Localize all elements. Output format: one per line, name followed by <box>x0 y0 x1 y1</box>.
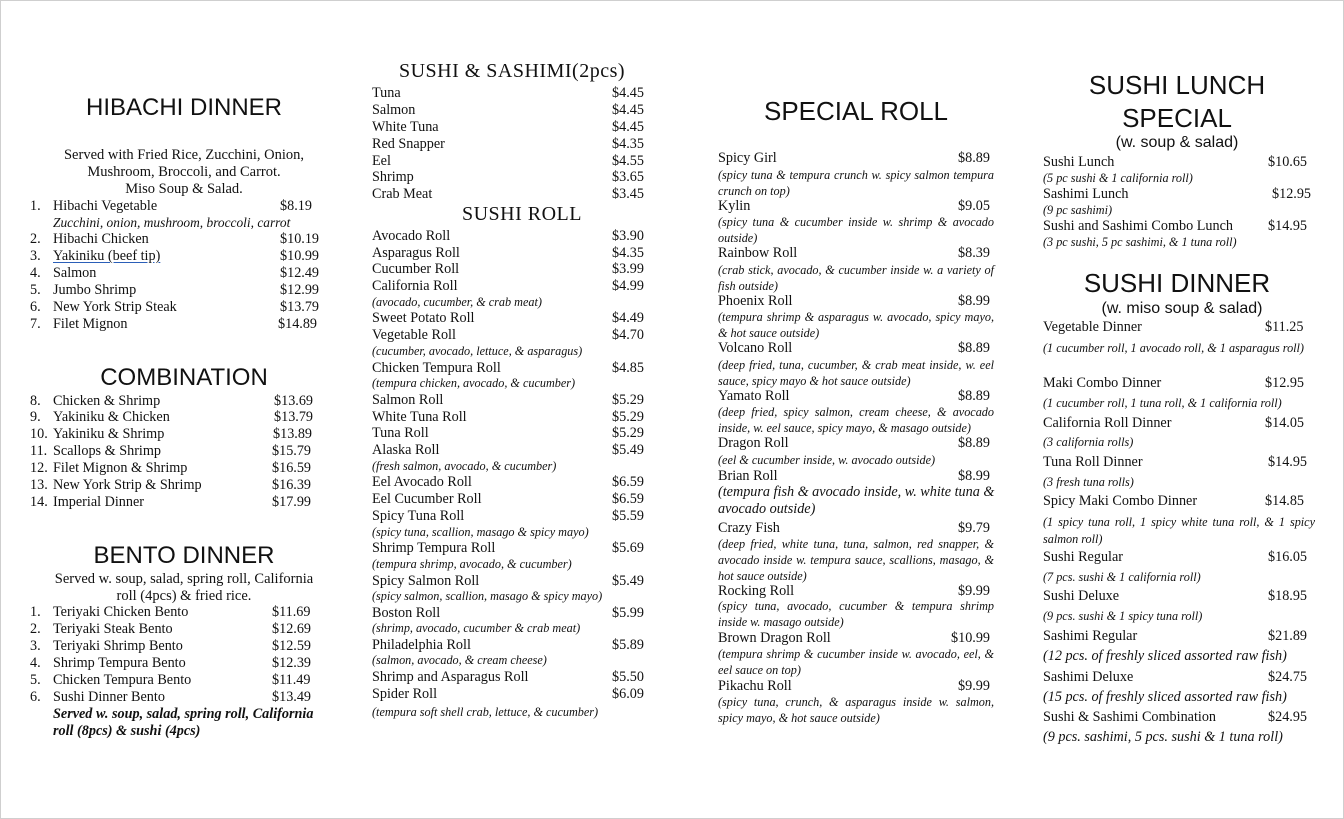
special-item-name: Kylin <box>718 198 751 214</box>
roll-item-name: California Roll <box>372 278 458 294</box>
roll-item-name: Spider Roll <box>372 686 438 702</box>
dinner-item-name: Sushi Regular <box>1043 549 1123 565</box>
dinner-item-price: $14.95 <box>1268 454 1308 470</box>
combo-item-price: $13.79 <box>274 409 314 425</box>
sashimi-item-name: Crab Meat <box>372 186 433 202</box>
roll-item-desc: (tempura chicken, avocado, & cucumber) <box>372 376 576 390</box>
roll-item-price: $6.59 <box>612 474 644 490</box>
combination-title: COMBINATION <box>100 364 268 391</box>
special-item-desc: (spicy tuna, avocado, cucumber & tempura shrimp inside w. masago outside) <box>718 599 994 629</box>
dinner-item-name: Sashimi Regular <box>1043 628 1138 644</box>
bento-item-price: $13.49 <box>272 689 312 705</box>
bento-item-price: $11.49 <box>272 672 311 688</box>
combo-item-name: Chicken & Shrimp <box>53 393 161 409</box>
dinner-item-desc: (9 pcs. sashimi, 5 pcs. sushi & 1 tuna roll) <box>1043 729 1283 745</box>
bento-item-price: $12.39 <box>272 655 312 671</box>
roll-item-name: White Tuna Roll <box>372 409 467 425</box>
roll-item-desc: (avocado, cucumber, & crab meat) <box>372 295 542 309</box>
special-item-desc: (crab stick, avocado, & cucumber inside w. a variety of fish outside) <box>718 263 994 293</box>
roll-item-name: Spicy Salmon Roll <box>372 573 480 589</box>
roll-item-name: Alaska Roll <box>372 442 440 458</box>
bento-num: 5. <box>30 672 41 688</box>
roll-item-desc: (cucumber, avocado, lettuce, & asparagus) <box>372 344 583 358</box>
hibachi-item-name: Hibachi Chicken <box>53 231 149 247</box>
sushi-lunch-title-1: SUSHI LUNCH <box>1088 70 1266 100</box>
dinner-item-name: Sushi & Sashimi Combination <box>1043 709 1217 725</box>
combo-item-price: $15.79 <box>272 443 312 459</box>
bento-item-name: Teriyaki Chicken Bento <box>53 604 189 620</box>
bento-num: 4. <box>30 655 41 671</box>
roll-item-name: Spicy Tuna Roll <box>372 508 465 524</box>
hibachi-item-price: $10.19 <box>280 231 320 247</box>
dinner-item-desc: (12 pcs. of freshly sliced assorted raw fish) <box>1043 648 1287 664</box>
hibachi-item-price: $13.79 <box>280 299 320 315</box>
hibachi-item-price: $8.19 <box>280 198 312 214</box>
roll-item-name: Shrimp Tempura Roll <box>372 540 496 556</box>
dinner-item-desc: (7 pcs. sushi & 1 california roll) <box>1043 570 1201 584</box>
roll-item-price: $5.49 <box>612 573 644 589</box>
lunch-item-price: $10.65 <box>1268 154 1308 170</box>
roll-item-price: $3.90 <box>612 228 644 244</box>
roll-item-name: Boston Roll <box>372 605 441 621</box>
hibachi-num: 5. <box>30 282 41 298</box>
dinner-item-desc: (9 pcs. sushi & 1 spicy tuna roll) <box>1043 609 1203 623</box>
sushi-dinner-title: SUSHI DINNER <box>1083 268 1271 298</box>
roll-item-desc: (spicy tuna, scallion, masago & spicy mayo) <box>372 525 589 539</box>
special-item-desc: (spicy tuna & tempura crunch w. spicy salmon tempura crunch on top) <box>718 168 994 198</box>
bento-num: 6. <box>30 689 41 705</box>
special-item-desc: (tempura shrimp & asparagus w. avocado, spicy mayo, & hot sauce outside) <box>718 310 994 340</box>
sushi-lunch-subtitle: (w. soup & salad) <box>1115 134 1239 151</box>
roll-item-price: $5.29 <box>612 409 644 425</box>
hibachi-item-name: Salmon <box>53 265 97 281</box>
sashimi-item-price: $3.45 <box>612 186 644 202</box>
hibachi-item-name: Filet Mignon <box>53 316 128 332</box>
sashimi-item-price: $4.45 <box>612 102 644 118</box>
roll-item-price: $5.50 <box>612 669 644 685</box>
special-item-name: Rocking Roll <box>718 583 795 599</box>
combo-item-name: Filet Mignon & Shrimp <box>53 460 188 476</box>
dinner-item-desc: (1 cucumber roll, 1 tuna roll, & 1 california roll) <box>1043 396 1282 410</box>
lunch-item-name: Sushi Lunch <box>1043 154 1115 170</box>
combo-item-price: $17.99 <box>272 494 312 510</box>
special-item-price: $10.99 <box>951 630 991 646</box>
combo-item-price: $13.69 <box>274 393 314 409</box>
special-item-desc: (deep fried, tuna, cucumber, & crab meat inside, w. eel sauce, spicy mayo & hot sauce outside) <box>718 358 994 388</box>
roll-item-price: $6.59 <box>612 491 644 507</box>
roll-item-name: Chicken Tempura Roll <box>372 360 501 376</box>
sushi-roll-title: SUSHI ROLL <box>461 203 582 225</box>
hibachi-num: 4. <box>30 265 41 281</box>
dinner-item-desc: (1 spicy tuna roll, 1 spicy white tuna roll, & 1 spicy salmon roll) <box>1043 515 1315 546</box>
bento-item-name: Sushi Dinner Bento <box>53 689 165 705</box>
hibachi-item-price: $12.49 <box>280 265 320 281</box>
hibachi-intro-1: Served with Fried Rice, Zucchini, Onion, <box>63 147 304 163</box>
special-item-price: $9.79 <box>958 520 990 536</box>
roll-item-price: $4.70 <box>612 327 644 343</box>
roll-item-desc: (salmon, avocado, & cream cheese) <box>372 653 547 667</box>
hibachi-num: 1. <box>30 198 41 214</box>
dinner-item-price: $18.95 <box>1268 588 1308 604</box>
bento-item-name: Chicken Tempura Bento <box>53 672 192 688</box>
special-item-name: Brown Dragon Roll <box>718 630 831 646</box>
combo-num: 14. <box>30 494 48 510</box>
roll-item-price: $5.59 <box>612 508 644 524</box>
bento-item-price: $12.59 <box>272 638 312 654</box>
special-item-price: $8.89 <box>958 388 990 404</box>
sashimi-item-price: $4.45 <box>612 85 644 101</box>
special-item-name: Crazy Fish <box>718 520 780 536</box>
special-item-desc: (deep fried, spicy salmon, cream cheese, & avocado inside, w. eel sauce, spicy mayo, & masago outside) <box>718 405 994 435</box>
dinner-item-desc: (15 pcs. of freshly sliced assorted raw fish) <box>1043 689 1287 705</box>
special-item-name: Volcano Roll <box>718 340 793 356</box>
dinner-item-name: Spicy Maki Combo Dinner <box>1043 493 1198 509</box>
combo-num: 13. <box>30 477 48 493</box>
dinner-item-price: $16.05 <box>1268 549 1308 565</box>
lunch-item-price: $14.95 <box>1268 218 1308 234</box>
special-item-price: $8.89 <box>958 340 990 356</box>
combo-item-price: $13.89 <box>273 426 313 442</box>
hibachi-num: 2. <box>30 231 41 247</box>
special-item-name: Rainbow Roll <box>718 245 798 261</box>
bento-note-2: roll (8pcs) & sushi (4pcs) <box>53 723 201 739</box>
bento-num: 3. <box>30 638 41 654</box>
special-item-price: $8.99 <box>958 293 990 309</box>
dinner-item-desc: (1 cucumber roll, 1 avocado roll, & 1 asparagus roll) <box>1043 341 1304 355</box>
special-item-desc: (eel & cucumber inside, w. avocado outside) <box>718 453 936 467</box>
dinner-item-name: Maki Combo Dinner <box>1043 375 1162 391</box>
dinner-item-name: California Roll Dinner <box>1043 415 1172 431</box>
hibachi-intro-2: Mushroom, Broccoli, and Carrot. <box>87 164 281 180</box>
bento-item-price: $12.69 <box>272 621 312 637</box>
lunch-item-price: $12.95 <box>1272 186 1312 202</box>
lunch-item-desc: (5 pc sushi & 1 california roll) <box>1043 171 1193 185</box>
dinner-item-price: $12.95 <box>1265 375 1305 391</box>
hibachi-item-name: New York Strip Steak <box>53 299 177 315</box>
sushi-dinner-subtitle: (w. miso soup & salad) <box>1101 300 1263 317</box>
dinner-item-name: Tuna Roll Dinner <box>1043 454 1143 470</box>
special-item-desc: (spicy tuna, crunch, & asparagus inside w. salmon, spicy mayo, & hot sauce outside) <box>718 695 994 725</box>
roll-item-price: $4.49 <box>612 310 644 326</box>
sashimi-item-price: $4.35 <box>612 136 644 152</box>
sashimi-item-price: $3.65 <box>612 169 644 185</box>
special-item-desc: (tempura fish & avocado inside, w. white tuna & avocado outside) <box>718 484 995 517</box>
special-item-price: $9.99 <box>958 678 990 694</box>
dinner-item-desc: (3 california rolls) <box>1043 435 1134 449</box>
bento-item-name: Teriyaki Shrimp Bento <box>53 638 183 654</box>
special-item-price: $9.99 <box>958 583 990 599</box>
roll-item-price: $4.85 <box>612 360 644 376</box>
bento-num: 2. <box>30 621 41 637</box>
lunch-item-desc: (3 pc sushi, 5 pc sashimi, & 1 tuna roll) <box>1043 235 1237 249</box>
combo-item-price: $16.59 <box>272 460 312 476</box>
special-item-name: Pikachu Roll <box>718 678 792 694</box>
special-item-price: $8.99 <box>958 468 990 484</box>
bento-item-name: Teriyaki Steak Bento <box>53 621 173 637</box>
bento-title: BENTO DINNER <box>93 542 275 569</box>
combo-item-name: Yakiniku & Chicken <box>53 409 170 425</box>
roll-item-price: $5.99 <box>612 605 644 621</box>
roll-item-desc: (fresh salmon, avocado, & cucumber) <box>372 459 557 473</box>
sashimi-item-price: $4.55 <box>612 153 644 169</box>
special-item-price: $8.89 <box>958 435 990 451</box>
special-item-price: $8.89 <box>958 150 990 166</box>
combo-item-name: Imperial Dinner <box>53 494 144 510</box>
roll-item-desc: (spicy salmon, scallion, masago & spicy mayo) <box>372 589 603 603</box>
hibachi-item-name: Yakiniku (beef tip) <box>53 248 161 264</box>
bento-intro-1: Served w. soup, salad, spring roll, California <box>54 571 314 587</box>
dinner-item-name: Sashimi Deluxe <box>1043 669 1134 685</box>
combo-item-name: Yakiniku & Shrimp <box>53 426 165 442</box>
roll-item-desc: (tempura soft shell crab, lettuce, & cucumber) <box>372 705 599 719</box>
roll-item-desc: (shrimp, avocado, cucumber & crab meat) <box>372 621 581 635</box>
roll-item-name: Eel Cucumber Roll <box>372 491 482 507</box>
hibachi-item-price: $12.99 <box>280 282 320 298</box>
dinner-item-price: $24.95 <box>1268 709 1308 725</box>
lunch-item-name: Sushi and Sashimi Combo Lunch <box>1043 218 1233 234</box>
combo-num: 8. <box>30 393 41 409</box>
sushi-lunch-title-2: SPECIAL <box>1122 103 1232 133</box>
special-item-desc: (tempura shrimp & cucumber inside w. avocado, eel, & eel sauce on top) <box>718 647 994 677</box>
sashimi-item-name: White Tuna <box>372 119 439 135</box>
roll-item-name: Asparagus Roll <box>372 245 460 261</box>
hibachi-item-price: $14.89 <box>278 316 318 332</box>
roll-item-price: $5.89 <box>612 637 644 653</box>
combo-num: 10. <box>30 426 48 442</box>
combo-item-name: Scallops & Shrimp <box>53 443 161 459</box>
dinner-item-price: $14.85 <box>1265 493 1305 509</box>
special-item-price: $8.39 <box>958 245 990 261</box>
dinner-item-price: $24.75 <box>1268 669 1308 685</box>
combo-num: 12. <box>30 460 48 476</box>
roll-item-price: $5.29 <box>612 425 644 441</box>
special-item-desc: (deep fried, white tuna, tuna, salmon, red snapper, & avocado inside w. tempura sauce, scallions, masago, & hot sauce outside) <box>718 537 994 583</box>
special-item-name: Spicy Girl <box>718 150 777 166</box>
hibachi-veg-desc: Zucchini, onion, mushroom, broccoli, carrot <box>53 215 291 230</box>
special-item-name: Brian Roll <box>718 468 778 484</box>
lunch-item-name: Sashimi Lunch <box>1043 186 1129 202</box>
sashimi-item-name: Tuna <box>372 85 401 101</box>
bento-item-price: $11.69 <box>272 604 311 620</box>
special-item-price: $9.05 <box>958 198 990 214</box>
roll-item-price: $4.99 <box>612 278 644 294</box>
roll-item-price: $5.49 <box>612 442 644 458</box>
special-item-name: Yamato Roll <box>718 388 790 404</box>
hibachi-num: 3. <box>30 248 41 264</box>
roll-item-price: $4.35 <box>612 245 644 261</box>
roll-item-name: Eel Avocado Roll <box>372 474 472 490</box>
special-item-name: Dragon Roll <box>718 435 789 451</box>
roll-item-name: Sweet Potato Roll <box>372 310 475 326</box>
dinner-item-name: Sushi Deluxe <box>1043 588 1120 604</box>
roll-item-name: Vegetable Roll <box>372 327 456 343</box>
lunch-item-desc: (9 pc sashimi) <box>1043 203 1113 217</box>
roll-item-desc: (tempura shrimp, avocado, & cucumber) <box>372 557 572 571</box>
combo-num: 9. <box>30 409 41 425</box>
bento-num: 1. <box>30 604 41 620</box>
roll-item-name: Tuna Roll <box>372 425 429 441</box>
combo-num: 11. <box>30 443 48 459</box>
sashimi-item-price: $4.45 <box>612 119 644 135</box>
dinner-item-price: $14.05 <box>1265 415 1305 431</box>
sushi-sashimi-title: SUSHI & SASHIMI(2pcs) <box>398 60 626 82</box>
hibachi-num: 6. <box>30 299 41 315</box>
combo-item-price: $16.39 <box>272 477 312 493</box>
dinner-item-price: $11.25 <box>1265 319 1304 335</box>
dinner-item-name: Vegetable Dinner <box>1043 319 1142 335</box>
roll-item-name: Philadelphia Roll <box>372 637 471 653</box>
hibachi-item-name: Hibachi Vegetable <box>53 198 158 214</box>
dinner-item-desc: (3 fresh tuna rolls) <box>1043 475 1134 489</box>
hibachi-num: 7. <box>30 316 41 332</box>
sashimi-item-name: Salmon <box>372 102 416 118</box>
roll-item-price: $5.69 <box>612 540 644 556</box>
roll-item-price: $6.09 <box>612 686 644 702</box>
hibachi-item-name: Jumbo Shrimp <box>53 282 137 298</box>
bento-note-1: Served w. soup, salad, spring roll, California <box>53 706 314 722</box>
roll-item-name: Cucumber Roll <box>372 261 460 277</box>
special-roll-title: SPECIAL ROLL <box>763 96 948 126</box>
hibachi-intro-3: Miso Soup & Salad. <box>125 181 243 197</box>
roll-item-name: Shrimp and Asparagus Roll <box>372 669 529 685</box>
special-item-name: Phoenix Roll <box>718 293 793 309</box>
sashimi-item-name: Shrimp <box>372 169 414 185</box>
roll-item-name: Avocado Roll <box>372 228 451 244</box>
sashimi-item-name: Eel <box>372 153 391 169</box>
combo-item-name: New York Strip & Shrimp <box>53 477 202 493</box>
roll-item-price: $5.29 <box>612 392 644 408</box>
dinner-item-price: $21.89 <box>1268 628 1308 644</box>
roll-item-price: $3.99 <box>612 261 644 277</box>
bento-intro-2: roll (4pcs) & fried rice. <box>116 588 252 604</box>
hibachi-item-price: $10.99 <box>280 248 320 264</box>
bento-item-name: Shrimp Tempura Bento <box>53 655 186 671</box>
hibachi-title: HIBACHI DINNER <box>85 94 283 121</box>
roll-item-name: Salmon Roll <box>372 392 444 408</box>
special-item-desc: (spicy tuna & cucumber inside w. shrimp & avocado outside) <box>718 215 994 245</box>
sashimi-item-name: Red Snapper <box>372 136 445 152</box>
